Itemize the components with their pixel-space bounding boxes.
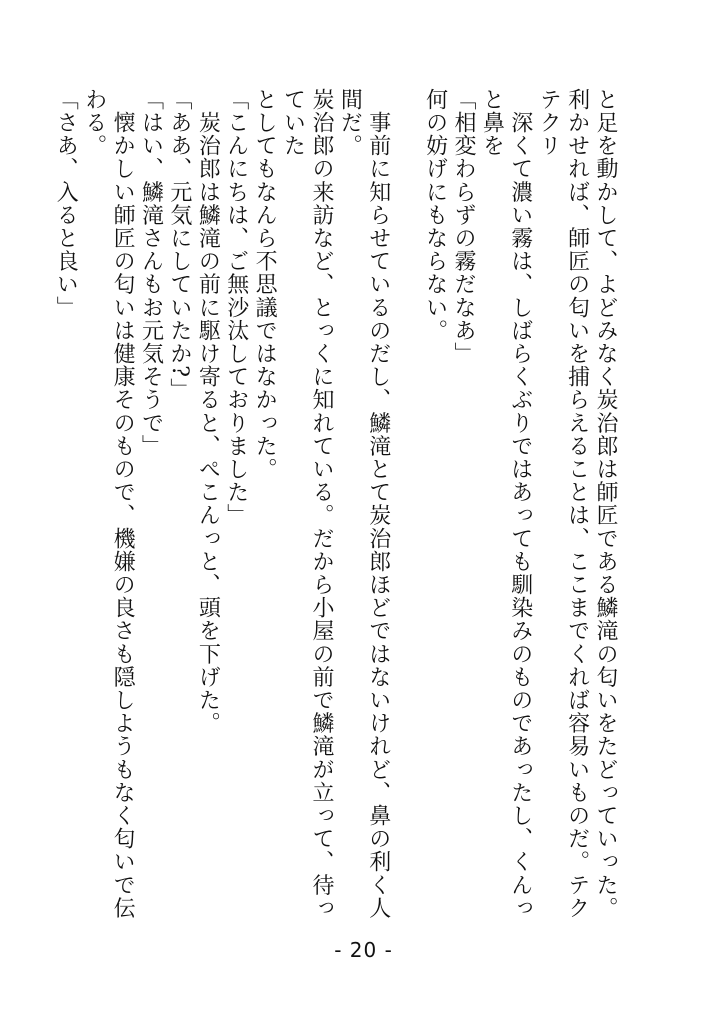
text-line: 炭治郎の来訪など、とっくに知れている。だから小屋の前で鱗滝が立って、待っていた xyxy=(280,88,334,920)
text-line: 深くて濃い霧は、しばらくぶりではあっても馴染みのものであったし、くんっと鼻を xyxy=(479,88,533,920)
page-number: - 20 - xyxy=(334,938,393,962)
text-line: 「相変わらずの霧だなあ」 xyxy=(450,88,476,366)
text-line: 「ああ、元気にしていたか?」 xyxy=(166,88,192,402)
text-line: 「さあ、入ると良い」 xyxy=(53,88,79,319)
text-line: 炭治郎は鱗滝の前に駆け寄ると、ぺこんっと、頭を下げた。 xyxy=(195,88,221,735)
text-line: 事前に知らせているのだし、鱗滝とて炭治郎ほどではないけれど、鼻の利く人間だ。 xyxy=(337,88,391,920)
text-line: 懐かしい師匠の匂いは健康そのもので、機嫌の良さも隠しようもなく匂いで伝わる。 xyxy=(81,88,136,920)
text-line: と足を動かして、よどみなく炭治郎は師匠である鱗滝の匂いをたどっていった。 xyxy=(593,88,618,920)
text-line: 「こんにちは、ご無沙汰しておりました」 xyxy=(223,88,249,527)
text-line: としてもなんら不思議ではなかった。 xyxy=(252,88,278,481)
text-line: 何の妨げにもならない。 xyxy=(422,88,448,343)
vertical-text-body xyxy=(53,88,619,928)
text-line: 利かせれば、師匠の匂いを捕らえることは、ここまでくれば容易いものだ。テクテクリ xyxy=(536,88,590,920)
paragraph-gap xyxy=(392,88,420,928)
text-line: 「はい、鱗滝さんもお元気そうで」 xyxy=(138,88,164,458)
